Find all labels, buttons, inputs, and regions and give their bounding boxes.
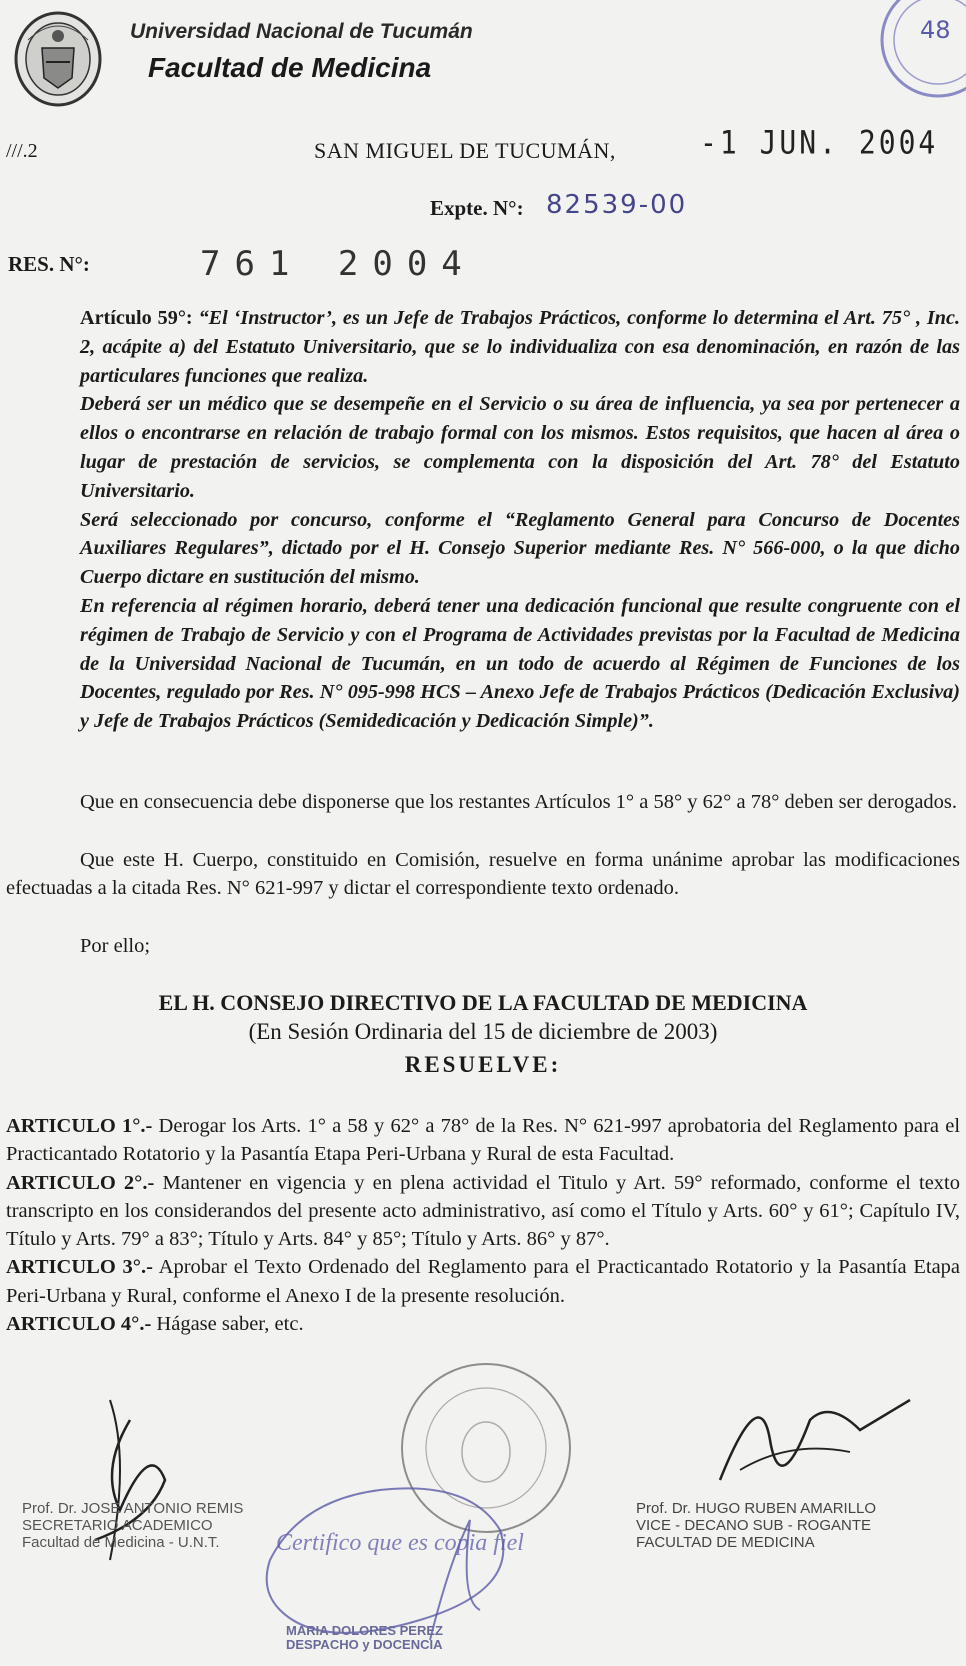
signer-role: VICE - DECANO SUB - ROGANTE xyxy=(636,1517,872,1534)
article-text: Aprobar el Texto Ordenado del Reglamento para el Practicantado Rotatorio y la Pasantía Etapa Peri-Urbana y Rural, conforme el Anexo I de la presente resolución. xyxy=(6,1256,961,1307)
council-title: EL H. CONSEJO DIRECTIVO DE LA FACULTAD DE MEDICINA xyxy=(158,990,808,1015)
session-line: (En Sesión Ordinaria del 15 de diciembre de 2003) xyxy=(248,1019,718,1044)
signature-block-bottom xyxy=(286,1624,443,1652)
expte-number: 82539-00 xyxy=(546,190,688,220)
expte-label: Expte. N°: xyxy=(430,196,524,220)
article-label: ARTICULO 4°.- xyxy=(6,1313,152,1336)
quote-text: “El ‘Instructor’, es un Jefe de Trabajos Prácticos, conforme lo determina el Art. 75° , Inc. 2, acápite a) del Estatuto Universitario, que se lo individualiza con esa denominación, en razón de las particulares funciones que realiza. xyxy=(80,307,960,387)
considerando-text: Que en consecuencia debe disponerse que los restantes Artículos 1° a 58° y 62° a 78° deben ser derogados. xyxy=(80,791,958,813)
signer-name: Prof. Dr. JOSE ANTONIO REMIS xyxy=(22,1500,244,1517)
stamp-number: 48 xyxy=(920,16,951,44)
article-text: Hágase saber, etc. xyxy=(156,1313,304,1336)
article-label: ARTICULO 3°.- xyxy=(6,1256,153,1279)
quote-paragraph: En referencia al régimen horario, deberá tener una dedicación funcional que resulte congruente con el régimen de Trabajo de Servicio y con el Programa de Actividades previstas por la Facultad de Medicina de la Universidad Nacional de Tucumán, en un todo de acuerdo al Régimen de Funciones de los Docentes, regulado por Res. N° 095-998 HCS – Anexo Jefe de Trabajos Prácticos (Dedicación Exclusiva) y Jefe de Trabajos Prácticos (Semidedicación y Dedicación Simple)”. xyxy=(80,594,960,733)
signature-block-left xyxy=(22,1500,243,1551)
city-line: SAN MIGUEL DE TUCUMÁN, xyxy=(314,138,616,163)
resolution-number: 761 2004 xyxy=(200,244,476,284)
page-reference: ///.2 xyxy=(6,140,38,162)
signer-org: Facultad de Medicina - U.N.T. xyxy=(22,1534,220,1551)
considerando-text: Por ello; xyxy=(80,935,151,957)
signer-role: DESPACHO y DOCENCIA xyxy=(286,1637,443,1652)
considerando-text: Que este H. Cuerpo, constituido en Comisión, resuelve en forma unánime aprobar las modificaciones efectuadas a la citada Res. N° 621-997 y dictar el correspondiente texto ordenado. xyxy=(6,849,960,899)
resolution-label: RES. N°: xyxy=(8,252,90,276)
date-stamp: -1 JUN. 2004 xyxy=(700,123,939,162)
signer-name: MARIA DOLORES PEREZ xyxy=(286,1623,443,1638)
resolves-heading: RESUELVE: xyxy=(404,1052,562,1077)
quote-paragraph: Será seleccionado por concurso, conforme el “Reglamento General para Concurso de Docentes Auxiliares Regulares”, dictado por el H. Consejo Superior mediante Res. N° 566-000, o la que dicho Cuerpo dictare en sustitución del mismo. xyxy=(80,508,960,589)
quote-lead: Artículo 59°: xyxy=(80,307,193,329)
signer-role: SECRETARIO ACADEMICO xyxy=(22,1517,213,1534)
signer-org: FACULTAD DE MEDICINA xyxy=(636,1534,815,1551)
article-label: ARTICULO 1°.- xyxy=(6,1115,153,1137)
article-text: Mantener en vigencia y en plena actividad el Titulo y Art. 59° reformado, conforme el texto transcripto en los considerandos del presente acto administrativo, así como el Título y Arts. 60° y 61°; Capítulo IV, Título y Arts. 79° a 83°; Título y Arts. 84° y 85°; Título y Arts. 86° y 87°. xyxy=(6,1171,961,1251)
faculty-name: Facultad de Medicina xyxy=(148,52,432,83)
university-name: Universidad Nacional de Tucumán xyxy=(130,20,473,43)
quote-paragraph: Deberá ser un médico que se desempeñe en el Servicio o su área de influencia, ya sea por pertenecer a ellos o encontrarse en relación de trabajo formal con los mismos. Estos requisitos, que hacen al área o lugar de prestación de servicios, se complementa con la disposición del Art. 78° del Estatuto Universitario. xyxy=(80,393,960,502)
article-text: Derogar los Arts. 1° a 58 y 62° a 78° de la Res. N° 621-997 aprobatoria del Reglamento para el Practicantado Rotatorio y la Pasantía Etapa Peri-Urbana y Rural de esta Facultad. xyxy=(6,1115,961,1166)
signer-name: Prof. Dr. HUGO RUBEN AMARILLO xyxy=(636,1500,877,1517)
signature-block-right xyxy=(636,1500,876,1551)
article-label: ARTICULO 2°.- xyxy=(6,1171,155,1194)
certification-note: Certifico que es copia fiel xyxy=(276,1530,524,1556)
